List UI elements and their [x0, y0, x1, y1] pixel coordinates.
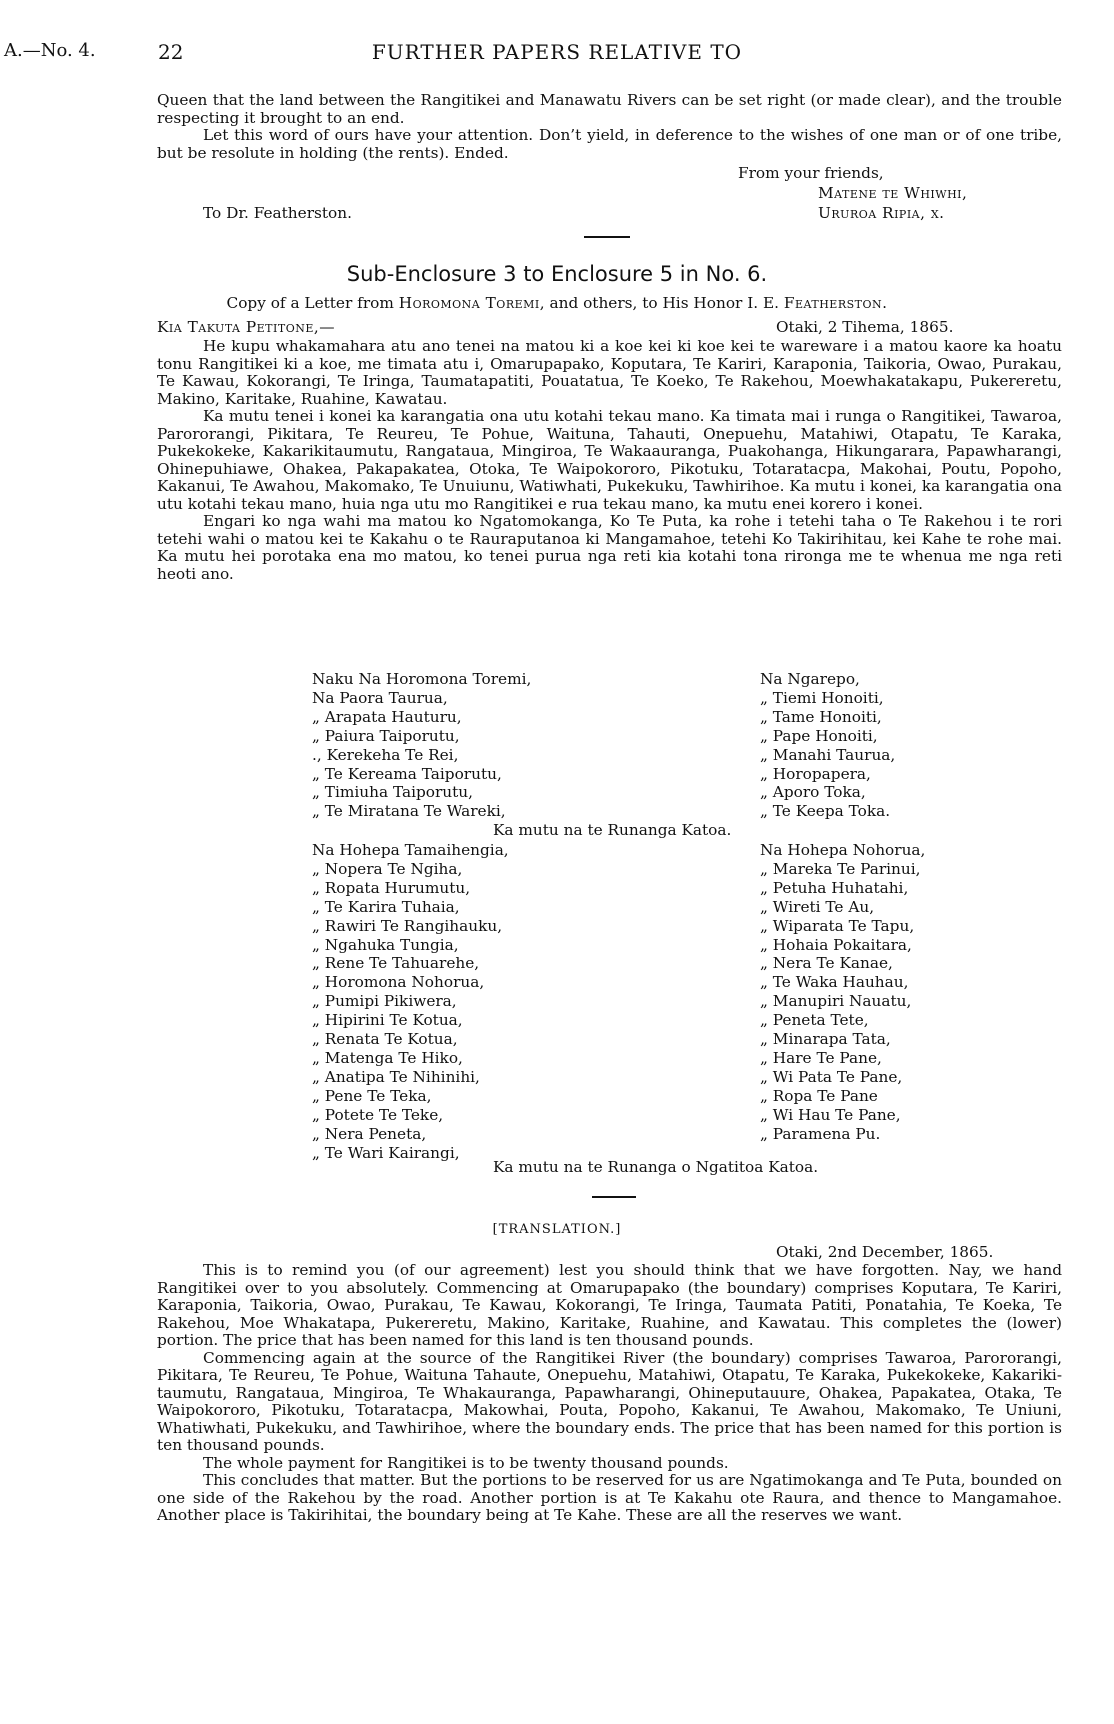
- signatory-name: „ Anatipa Te Nihinihi,: [312, 1067, 480, 1086]
- page-header: [0, 40, 1114, 70]
- document-reference: A.—No. 4.: [4, 40, 96, 61]
- signatory-name: „ Pumipi Pikiwera,: [312, 992, 457, 1011]
- paragraph: The whole payment for Rangitikei is to be twenty thousand pounds.: [203, 1453, 729, 1472]
- signatory-name: „ Nera Te Kanae,: [760, 954, 893, 973]
- place-date: Otaki, 2 Tihema, 1865.: [776, 318, 954, 336]
- signatory-name: „ Wi Pata Te Pane,: [760, 1067, 903, 1086]
- signatory-name: „ Petuha Huhatahi,: [760, 878, 909, 897]
- signatory-name: „ Hipirini Te Kotua,: [312, 1011, 463, 1030]
- signatory-name: „ Nera Peneta,: [312, 1124, 427, 1143]
- signatory-name: „ Te Miratana Te Wareki,: [312, 802, 506, 821]
- signatory-name: „ Manupiri Nauatu,: [760, 992, 912, 1011]
- signatory-name: „ Wiparata Te Tapu,: [760, 916, 915, 935]
- signatory-name: „ Tiemi Honoiti,: [760, 688, 884, 707]
- signatory-name: „ Renata Te Kotua,: [312, 1030, 458, 1049]
- signatory-list-left: [312, 841, 509, 1162]
- signatory-name: „ Rawiri Te Rangihauku,: [312, 916, 503, 935]
- letter-closing: From your friends,: [738, 164, 884, 182]
- signatory-name: „ Nopera Te Ngiha,: [312, 859, 463, 878]
- top-letter-body: [157, 92, 1062, 162]
- signatory-name: „ Matenga Te Hiko,: [312, 1048, 463, 1067]
- divider: [592, 1196, 636, 1198]
- place-date: Otaki, 2nd December, 1865.: [776, 1243, 994, 1261]
- maori-letter-body: [157, 338, 1062, 583]
- signatory-name: „ Te Waka Hauhau,: [760, 973, 909, 992]
- signatory: Matene te Whiwhi,: [818, 184, 968, 202]
- signatory-name: „ Horopapera,: [760, 764, 871, 783]
- signatory-name: „ Paramena Pu.: [760, 1124, 881, 1143]
- signatory-name: Na Hohepa Tamaihengia,: [312, 841, 509, 859]
- signatory-name: Naku Na Horomona Toremi,: [312, 670, 532, 688]
- signatory-closing: Ka mutu na te Runanga o Ngatitoa Katoa.: [493, 1158, 819, 1176]
- signatory-name: „ Aporo Toka,: [760, 783, 866, 802]
- paragraph: Engari ko nga wahi ma matou ko Ngatomokanga, Ko Te Puta, ka rohe i tetehi taha o Te Rakehou i te rori tetehi wahi o matou kei te Kakahu o te Rauraputanoa ki Mangamahoe, tetehi Ko Takirihitau, kei Kahe te rohe mai. Ka mutu hei porotaka ena mo matou, ko tenei purua nga reti kia kotahi tona rironga me te whenua me nga reti heoti ano.: [157, 512, 1062, 583]
- signatory-list-left: [312, 670, 531, 821]
- page-number: 22: [158, 40, 184, 64]
- signatory-name: „ Arapata Hauturu,: [312, 707, 462, 726]
- translation-label: [TRANSLATION.]: [492, 1222, 622, 1237]
- signatory-name: „ Te Keepa Toka.: [760, 802, 891, 821]
- section-heading: Sub-Enclosure 3 to Enclosure 5 in No. 6.: [346, 262, 768, 286]
- signatory-name: „ Minarapa Tata,: [760, 1030, 891, 1049]
- letter-description: Copy of a Letter from Horomona Toremi, and others, to His Honor I. E. Featherston.: [226, 294, 888, 312]
- signatory-name: „ Mareka Te Parinui,: [760, 859, 921, 878]
- paragraph: This concludes that matter. But the portions to be reserved for us are Ngatimokanga and Te Puta, bounded on one side of the Rakehou by the road. Another portion is at Te Kakahu ote Raura, and thence to Mangamahoe. Another place is Takirihitai, the boundary being at Te Kahe. These are all the reserves we want.: [157, 1471, 1062, 1524]
- paragraph: This is to remind you (of our agreement) lest you should think that we have forgotten. Nay, we hand Rangitikei over to you absolutely. Commencing at Omarupapako (the boundary) comprises Koputara, Te Kariri, Karaponia, Taikoria, Owao, Purakau, Te Kawau, Kokorangi, Te Iringa, Taumata Patiti, Ponatahia, Te Koeka, Te Rakehou, Moe Whakatapa, Pukereretu, Makino, Karitake, Ruahine, and Kawatau. This completes the (lower) portion. The price that has been named for this land is ten thousand pounds.: [157, 1261, 1062, 1349]
- divider: [584, 236, 630, 238]
- signatory-name: „ Potete Te Teke,: [312, 1105, 444, 1124]
- signatory-name: „ Pape Honoiti,: [760, 726, 878, 745]
- signatory-name: „ Hare Te Pane,: [760, 1048, 882, 1067]
- paragraph: Commencing again at the source of the Rangitikei River (the boundary) comprises Tawaroa, Parororangi, Pikitara, Te Reureu, Te Pohue, Waituna Tahaute, Onepuehu, Matahiwi, Otapatu, Te Karaka, Pukekokeke, Kakariki-taumutu, Rangataua, Mingiroa, Te Whakauranga, Papawharangi, Ohineputauure, Ohakea, Papakatea, Otaka, Te Waipokororo, Pikotuku, Totaratacpa, Makowhai, Pouta, Popoho, Kakanui, Te Awahou, Makomako, Te Uniuni, Whatiwhati, Pukekuku, and Tawhirihoe, where the boundary ends. The price that has been named for this portion is ten thousand pounds.: [157, 1348, 1062, 1454]
- page-title: FURTHER PAPERS RELATIVE TO: [371, 40, 743, 64]
- paragraph: Let this word of ours have your attention. Don’t yield, in deference to the wishes of one man or of one tribe, but be resolute in holding (the rents). Ended.: [157, 126, 1062, 162]
- signatory-name: „ Te Wari Kairangi,: [312, 1143, 460, 1162]
- paragraph: Queen that the land between the Rangitikei and Manawatu Rivers can be set right (or made clear), and the trouble respecting it brought to an end.: [157, 91, 1062, 127]
- signatory-name: Na Paora Taurua,: [312, 688, 448, 707]
- signatory-name: „ Hohaia Pokaitara,: [760, 935, 912, 954]
- signatory-name: „ Rene Te Tahuarehe,: [312, 954, 480, 973]
- signatory-name: „ Timiuha Taiporutu,: [312, 783, 474, 802]
- signatory-list-right: [760, 670, 895, 821]
- signatory-name: „ Te Kereama Taiporutu,: [312, 764, 502, 783]
- signatory-name: „ Paiura Taiporutu,: [312, 726, 460, 745]
- signatory-name: „ Ropa Te Pane: [760, 1086, 878, 1105]
- signatory-closing: Ka mutu na te Runanga Katoa.: [493, 821, 732, 839]
- signatory-name: „ Ropata Hurumutu,: [312, 878, 471, 897]
- signatory: Ururoa Ripia, x.: [818, 204, 945, 222]
- paragraph: Ka mutu tenei i konei ka karangatia ona utu kotahi tekau mano. Ka timata mai i runga o Rangitikei, Tawaroa, Parororangi, Pikitara, Te Reureu, Te Pohue, Waituna, Tahauti, Onepuehu, Matahiwi, Otapatu, Te Karaka, Pukekokeke, Kakarikitaumutu, Rangataua, Mingiroa, Te Wakaauranga, Puakohanga, Hikungarara, Papawharangi, Ohinepuhiawe, Ohakea, Pakapakatea, Otoka, Te Waipokororo, Pikotuku, Totaratacpa, Makohai, Poutu, Popoho, Kakanui, Te Awahou, Makomako, Te Unuiunu, Watiwhati, Pukekuku, Tawhirihoe. Ka mutu i konei, ka karangatia ona utu kotahi tekau mano, huia nga utu mo Rangitikei e rua tekau mano, ka mutu enei korero i konei.: [157, 407, 1062, 513]
- signatory-name: „ Manahi Taurua,: [760, 745, 896, 764]
- signatory-name: „ Ngahuka Tungia,: [312, 935, 459, 954]
- signatory-name: „ Pene Te Teka,: [312, 1086, 432, 1105]
- salutation: Kia Takuta Petitone,—: [157, 318, 336, 336]
- signatory-name: „ Tame Honoiti,: [760, 707, 882, 726]
- signatory-name: „ Wireti Te Au,: [760, 897, 875, 916]
- signatory-name: „ Wi Hau Te Pane,: [760, 1105, 901, 1124]
- translation-body: [157, 1262, 1062, 1525]
- signatory-name: ., Kerekeha Te Rei,: [312, 745, 459, 764]
- signatory-name: „ Horomona Nohorua,: [312, 973, 485, 992]
- signatory-name: „ Peneta Tete,: [760, 1011, 869, 1030]
- signatory-name: „ Te Karira Tuhaia,: [312, 897, 460, 916]
- signatory-name: Na Ngarepo,: [760, 670, 860, 688]
- signatory-name: Na Hohepa Nohorua,: [760, 841, 926, 859]
- signatory-list-right: [760, 841, 925, 1144]
- paragraph: He kupu whakamahara atu ano tenei na matou ki a koe kei ki koe kei te wareware i a matou kaore ka hoatu tonu Rangitikei ki a koe, me timata atu i, Omarupapako, Koputara, Te Kariri, Karaponia, Taikoria, Owao, Purakau, Te Kawau, Kokorangi, Te Iringa, Taumatapatiti, Pouatatua, Te Koeko, Te Rakehou, Moewhakatakapu, Pukereretu, Makino, Karitake, Ruahine, Kawatau.: [157, 337, 1062, 408]
- letter-addressee: To Dr. Featherston.: [203, 204, 352, 222]
